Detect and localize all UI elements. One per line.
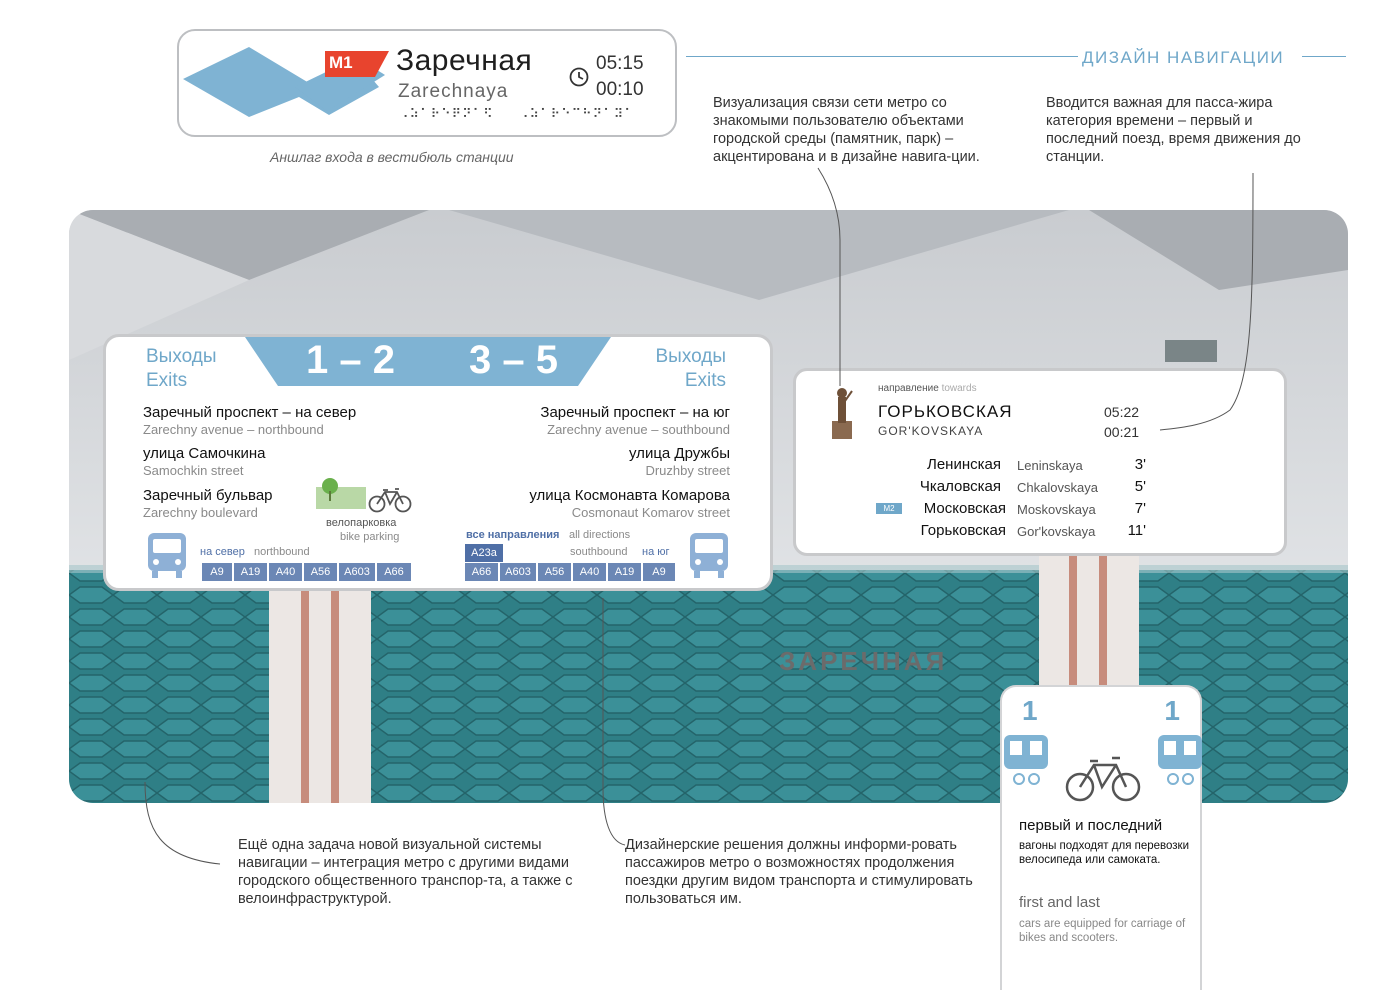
braille-text-ru: ⠠⠵⠁⠗⠑⠟⠝⠁⠫: [399, 107, 494, 122]
stop-name: Московская: [923, 500, 1006, 517]
annotation-integration: Ещё одна задача новой визуальной системы навигации – интеграция метро с другими видами городского общественного транспор-та, а также с велоинфраструктурой.: [238, 837, 573, 907]
route-badge: A9: [643, 563, 675, 581]
heading-rule-right: [1302, 56, 1346, 57]
route-badge: A40: [573, 563, 606, 581]
stop-minutes: 3': [1134, 456, 1146, 473]
stop-name: Чкаловская: [919, 478, 1001, 495]
heading-rule-left: [686, 56, 1078, 57]
line-badge-m1: [325, 51, 389, 77]
left-direction-label-en: northbound: [254, 546, 310, 558]
route-badge: A56: [538, 563, 571, 581]
station-name-en: Zarechnaya: [398, 81, 509, 102]
route-badge: A19: [608, 563, 641, 581]
first-car-number: 1: [1022, 695, 1038, 726]
all-directions-label: все направления: [466, 529, 560, 541]
route-badge: A66: [377, 563, 411, 581]
right-street-3: улица Космонавта Комарова: [529, 487, 730, 504]
right-street-2: улица Дружбы: [629, 445, 730, 462]
route-badge: A66: [465, 563, 498, 581]
stop-name: Горьковская: [920, 522, 1006, 539]
stop-minutes: 11': [1127, 522, 1146, 539]
left-street-2-en: Samochkin street: [143, 463, 244, 478]
station-name: Заречная: [396, 44, 533, 77]
last-train-time: 00:10: [596, 79, 644, 100]
stop-name: Ленинская: [927, 456, 1001, 473]
wall-lettering: ЗАРЕЧНАЯ: [779, 646, 948, 676]
route-badge-special: A23a: [465, 544, 503, 562]
station-entrance-sign: [177, 29, 677, 137]
page-title: ДИЗАЙН НАВИГАЦИИ: [1082, 48, 1285, 67]
bus-icon: [688, 533, 730, 579]
annotation-visualization: Визуализация связи сети метро со знакомыми пользователю объектами городской среды (памятник, парк) – акцентирована и в дизайне навига-ции.: [713, 95, 980, 165]
stop-minutes: 5': [1134, 478, 1146, 495]
bike-card-title-en: first and last: [1019, 894, 1100, 911]
line-badge-label: M1: [329, 53, 353, 72]
direction-label: [878, 383, 977, 394]
right-street-2-en: Druzhby street: [645, 463, 730, 478]
stop-name-en: Gor'kovskaya: [1017, 524, 1096, 539]
bus-icon: [146, 533, 188, 579]
right-street-1-en: Zarechny avenue – southbound: [547, 422, 730, 437]
annotation-design: Дизайнерские решения должны информи-ровать пассажиров метро о возможностях продолжения поездки другим видом транспорта и стимулировать пользоваться им.: [625, 837, 973, 907]
exits-right-label-en: Exits: [684, 370, 726, 391]
bicycle-icon: [368, 487, 412, 513]
right-street-1: Заречный проспект – на юг: [540, 404, 730, 421]
route-badge: A603: [339, 563, 375, 581]
direction-label-ru: направление: [878, 383, 939, 394]
exits-left-numbers: 1 – 2: [306, 338, 395, 382]
all-directions-label-en: all directions: [569, 529, 631, 541]
exits-left-label-en: Exits: [146, 370, 188, 391]
left-street-1: Заречный проспект – на север: [143, 404, 357, 421]
braille-text-en: ⠠⠵⠁⠗⠑⠉⠓⠝⠁⠽⠁: [519, 107, 635, 122]
bike-card-description-en: cars are equipped for carriage of bikes and scooters.: [1019, 918, 1186, 944]
exits-right-numbers: 3 – 5: [469, 338, 558, 382]
clock-icon: [569, 67, 589, 87]
transfer-badge-m2: M2: [876, 503, 902, 514]
route-badge: A40: [269, 563, 302, 581]
bike-info-card: [1000, 685, 1202, 990]
left-street-3: Заречный бульвар: [143, 487, 273, 504]
exits-left-label: Выходы: [146, 346, 217, 367]
metro-car-icon: [1004, 735, 1050, 789]
bike-card-description: вагоны подходят для перевозки велосипеда или самоката.: [1019, 840, 1190, 866]
last-train-time: 00:21: [1104, 424, 1140, 440]
right-direction-label-en: southbound: [570, 546, 628, 558]
left-street-1-en: Zarechny avenue – northbound: [143, 422, 324, 437]
direction-name: ГОРЬКОВСКАЯ: [878, 402, 1013, 421]
first-train-time: 05:15: [596, 53, 644, 74]
exits-right-label: Выходы: [655, 346, 726, 367]
left-street-3-en: Zarechny boulevard: [143, 505, 258, 520]
direction-sign: [793, 368, 1287, 556]
metro-car-icon: [1156, 735, 1202, 789]
right-street-3-en: Cosmonaut Komarov street: [571, 505, 730, 520]
stop-name-en: Moskovskaya: [1017, 502, 1096, 517]
route-badge: A19: [234, 563, 267, 581]
direction-name-en: GOR'KOVSKAYA: [878, 424, 984, 438]
sign-caption: Аншлаг входа в вестибюль станции: [270, 149, 514, 165]
last-car-number: 1: [1164, 695, 1180, 726]
bicycle-icon: [1064, 755, 1142, 803]
route-badge: A9: [202, 563, 232, 581]
right-direction-label: на юг: [642, 546, 670, 558]
monument-icon: [830, 385, 854, 441]
annotation-time: Вводится важная для пасса-жира категория времени – первый и последний поезд, время движения до станции.: [1046, 95, 1301, 165]
route-badge: A603: [500, 563, 536, 581]
exits-sign: [103, 334, 773, 591]
route-badge: A56: [304, 563, 337, 581]
stop-name-en: Chkalovskaya: [1017, 480, 1098, 495]
stop-name-en: Leninskaya: [1017, 458, 1083, 473]
left-street-2: улица Самочкина: [143, 445, 266, 462]
park-icon: [316, 477, 366, 509]
stop-minutes: 7': [1134, 500, 1146, 517]
left-direction-label: на север: [200, 546, 245, 558]
bike-parking-label: велопарковка: [326, 517, 397, 529]
first-train-time: 05:22: [1104, 404, 1140, 420]
bike-parking-label-en: bike parking: [340, 531, 400, 543]
bike-card-title: первый и последний: [1019, 817, 1163, 834]
direction-label-en: towards: [941, 383, 977, 394]
